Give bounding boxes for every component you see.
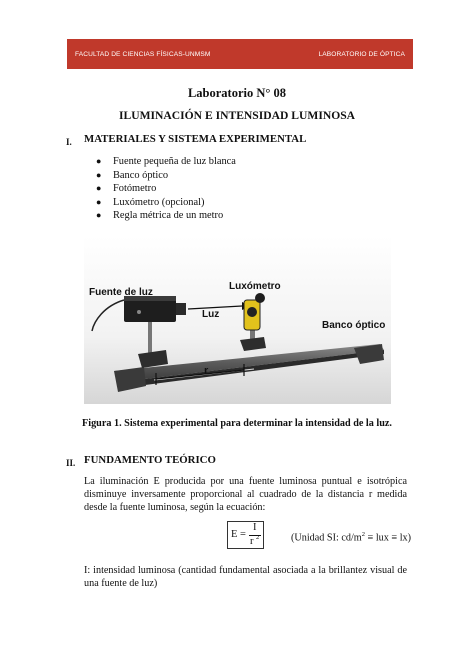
theory-paragraph: La iluminación E producida por una fuente luminosa puntual e isotrópica disminuye inversamente proporcional al cuadrado de la distancia r medida desde la fuente luminosa, según la ecuación: bbox=[84, 476, 407, 513]
equation-denominator: r bbox=[250, 536, 254, 547]
luxmeter-knob bbox=[255, 293, 265, 303]
list-item: ● Luxómetro (opcional) bbox=[96, 196, 205, 208]
luxmeter-label: Luxómetro bbox=[229, 281, 281, 292]
optical-bench-illustration bbox=[84, 236, 391, 404]
header-lab: LABORATORIO DE ÓPTICA bbox=[318, 50, 405, 58]
bullet-icon: ● bbox=[96, 196, 102, 207]
bullet-icon: ● bbox=[96, 210, 102, 220]
experiment-figure bbox=[84, 236, 391, 404]
intensity-definition: I: intensidad luminosa (cantidad fundamental asociada a la brillantez visual de una fuente de luz) bbox=[84, 565, 407, 589]
list-item: ● Fuente pequeña de luz blanca bbox=[96, 156, 236, 167]
source-label: Fuente de luz bbox=[89, 287, 153, 298]
section1-title: MATERIALES Y SISTEMA EXPERIMENTAL bbox=[84, 133, 307, 145]
list-item: ● Fotómetro bbox=[96, 183, 157, 194]
figure-caption: Figura 1. Sistema experimental para determinar la intensidad de la luz. bbox=[82, 418, 392, 429]
lab-title: ILUMINACIÓN E INTENSIDAD LUMINOSA bbox=[118, 109, 356, 122]
page-header bbox=[67, 39, 413, 69]
light-label: Luz bbox=[202, 309, 220, 320]
equation-exponent: 2 bbox=[256, 534, 260, 541]
light-source-lens bbox=[176, 303, 186, 315]
bullet-icon: ● bbox=[96, 169, 102, 180]
lab-number: Laboratorio N° 08 bbox=[187, 86, 287, 100]
bullet-icon: ● bbox=[96, 183, 102, 193]
materials-list bbox=[96, 155, 236, 223]
section1-number: I. bbox=[66, 137, 72, 147]
bench-label: Banco óptico bbox=[322, 320, 386, 331]
section2-title: FUNDAMENTO TEÓRICO bbox=[84, 454, 216, 466]
list-item: ● Banco óptico bbox=[96, 169, 169, 181]
header-faculty: FACULTAD DE CIENCIAS FÍSICAS-UNMSM bbox=[75, 50, 211, 58]
list-item: ● Regla métrica de un metro bbox=[96, 210, 224, 221]
equation-lhs: E = bbox=[231, 529, 246, 540]
si-unit: (Unidad SI: $cd/m^2$ ≡ lux ≡ lx) bbox=[291, 531, 412, 544]
section2-number: II. bbox=[66, 458, 76, 468]
equation-numerator: I bbox=[253, 522, 257, 533]
source-knob bbox=[137, 310, 141, 314]
luxmeter-sensor bbox=[247, 307, 257, 317]
bullet-icon: ● bbox=[96, 156, 102, 166]
distance-label: r bbox=[204, 365, 209, 377]
equation-box bbox=[227, 521, 264, 549]
